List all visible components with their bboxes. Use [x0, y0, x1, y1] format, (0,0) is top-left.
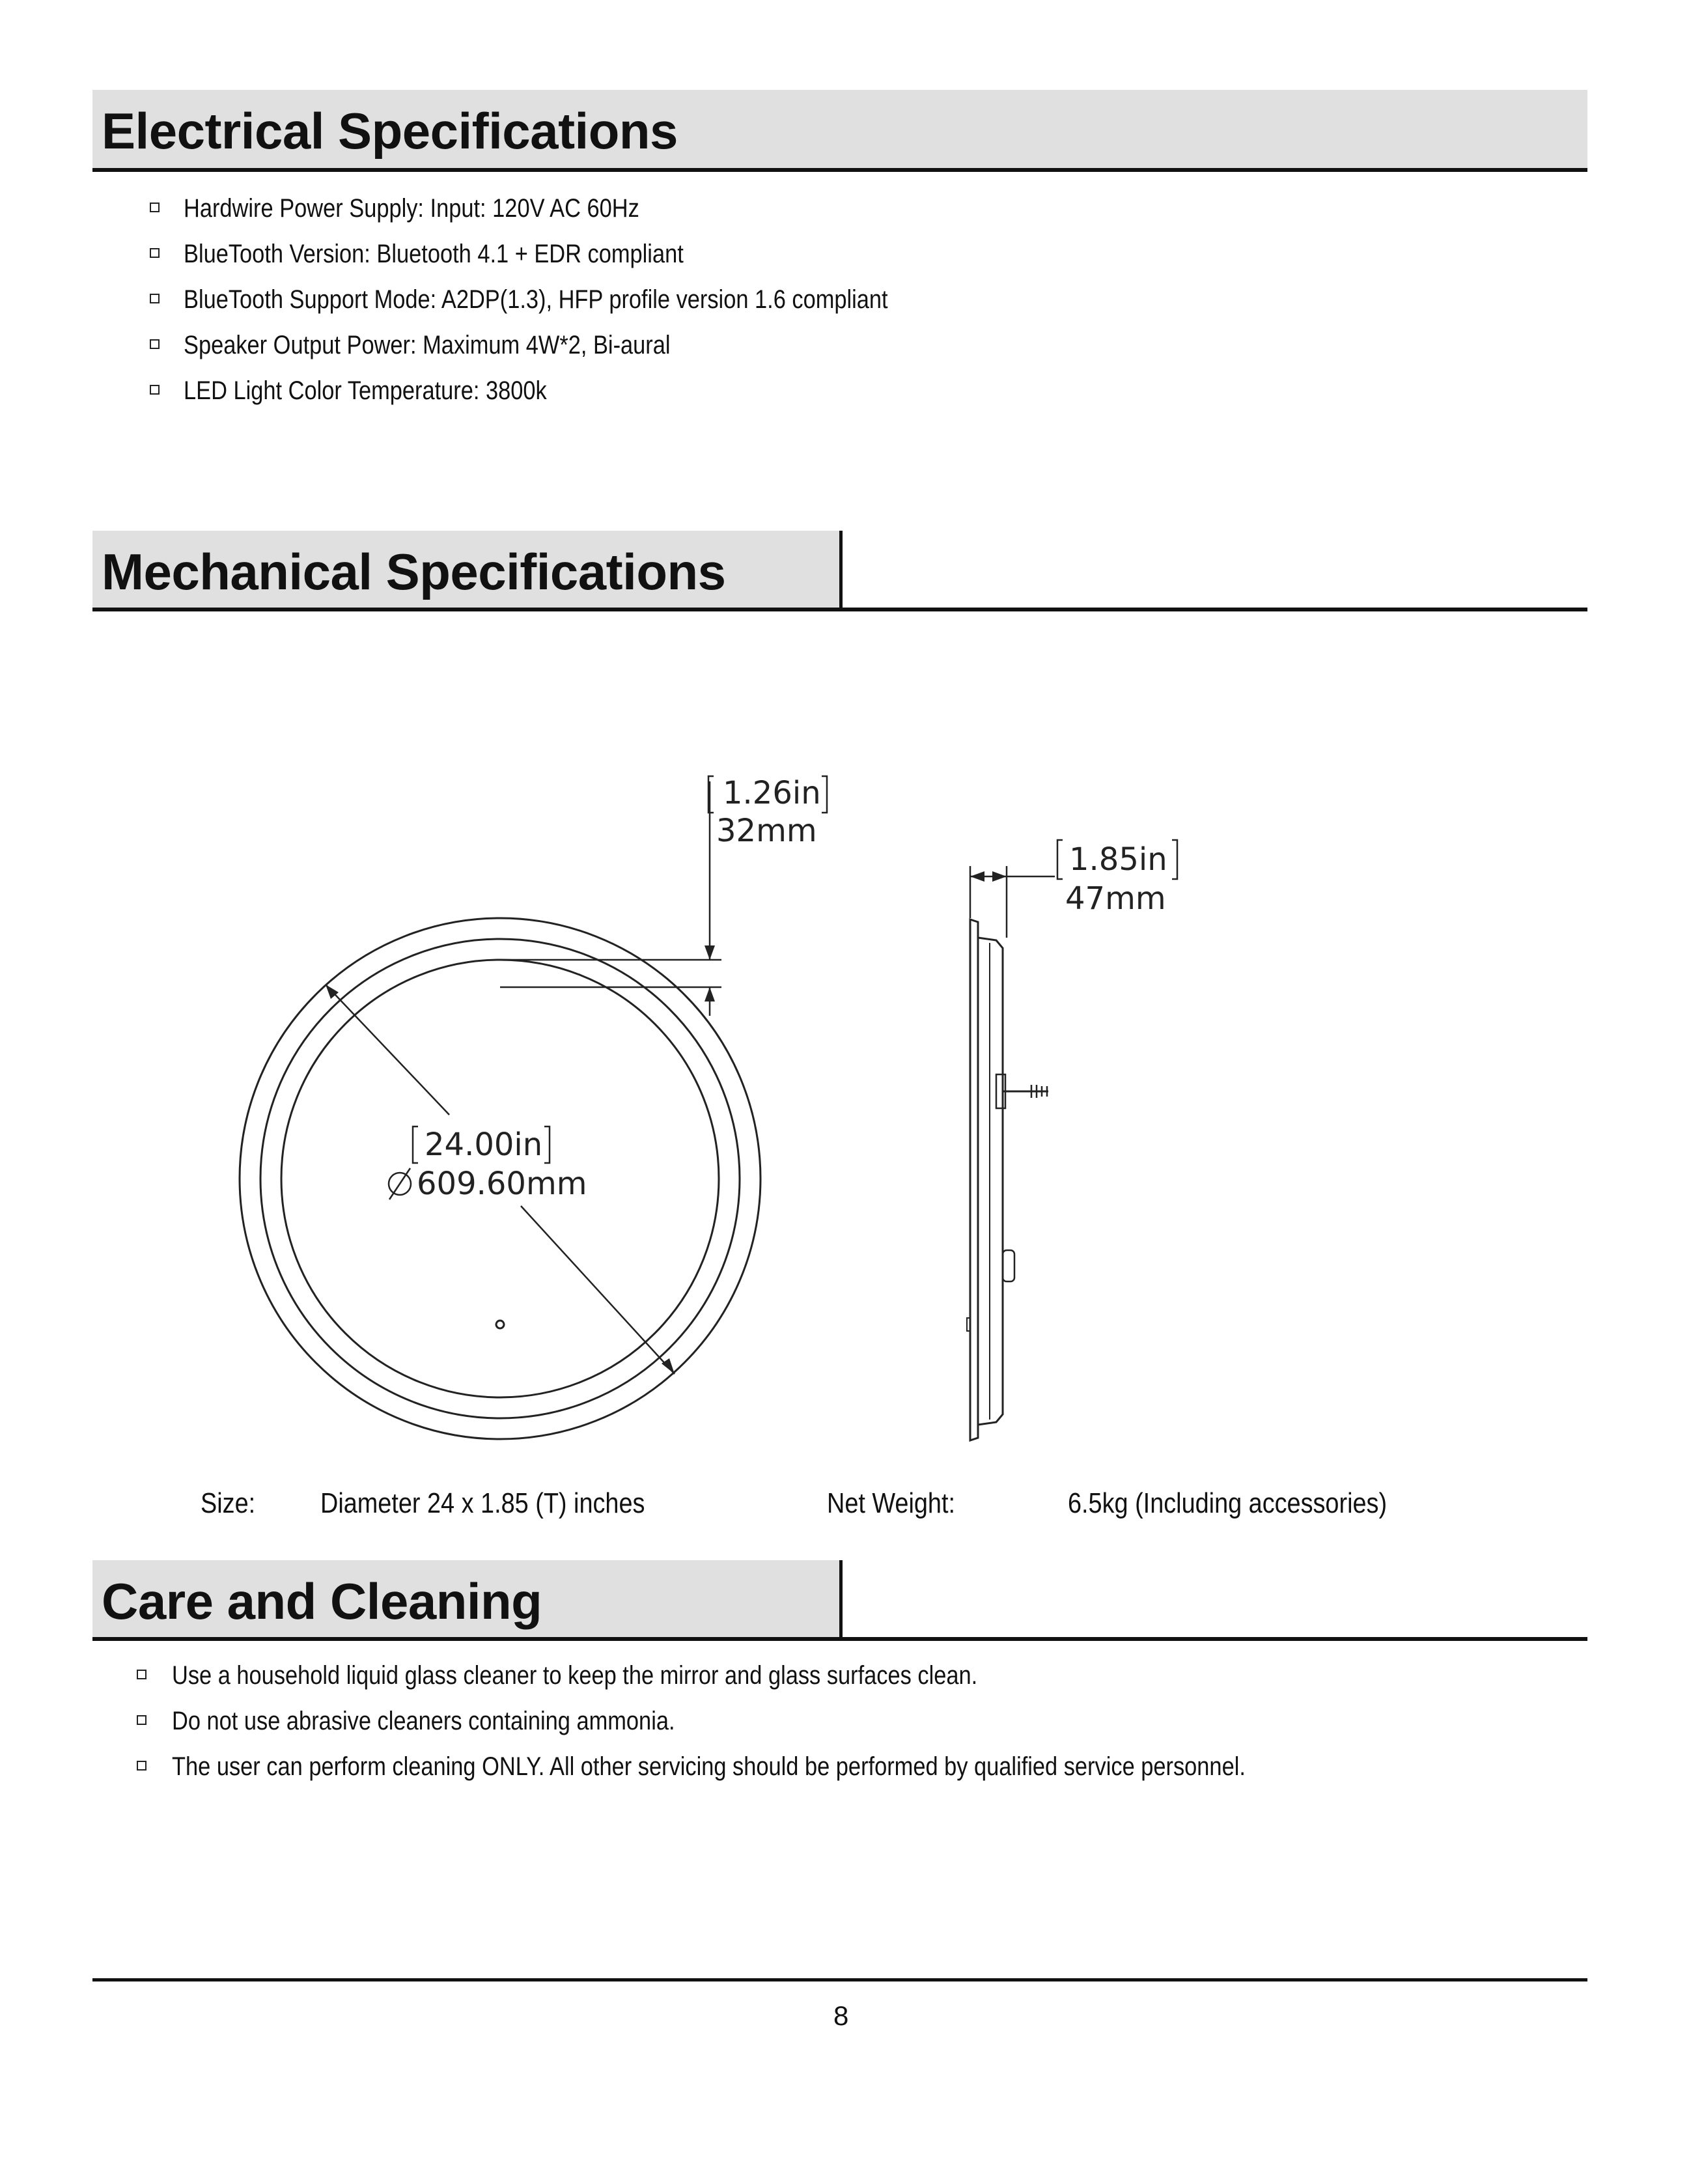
list-item: Speaker Output Power: Maximum 4W*2, Bi-aural	[150, 322, 1003, 368]
thickness-mm-label: 32mm	[716, 813, 817, 849]
care-section-title: Care and Cleaning	[102, 1573, 542, 1630]
touch-sensor-icon	[496, 1321, 504, 1328]
checkbox-bullet-icon	[150, 248, 160, 258]
list-item: Do not use abrasive cleaners containing ammonia.	[137, 1698, 1420, 1744]
net-weight-value: 6.5kg (Including accessories)	[1068, 1487, 1388, 1519]
list-item: LED Light Color Temperature: 3800k	[150, 368, 1003, 413]
care-section-header	[92, 1560, 1587, 1641]
electrical-section-header	[92, 90, 1587, 172]
size-label: Size:	[201, 1487, 256, 1519]
checkbox-bullet-icon	[150, 203, 160, 212]
list-item: BlueTooth Version: Bluetooth 4.1 + EDR compliant	[150, 231, 1003, 277]
mirror-dimension-drawing	[0, 716, 1689, 1524]
checkbox-bullet-icon	[150, 294, 160, 303]
thickness-inches-label: 1.26in	[723, 775, 821, 811]
electrical-section-title: Electrical Specifications	[102, 102, 678, 160]
checkbox-bullet-icon	[150, 339, 160, 349]
mechanical-section-header	[92, 531, 1587, 611]
checkbox-bullet-icon	[137, 1715, 147, 1725]
page-number: 8	[833, 2000, 849, 2031]
checkbox-bullet-icon	[137, 1761, 147, 1771]
list-item: Hardwire Power Supply: Input: 120V AC 60Hz	[150, 186, 1003, 231]
list-item: The user can perform cleaning ONLY. All other servicing should be performed by qualified service personnel.	[137, 1744, 1420, 1789]
depth-inches-label: 1.85in	[1069, 841, 1167, 878]
checkbox-bullet-icon	[137, 1670, 147, 1679]
net-weight-label: Net Weight:	[827, 1487, 956, 1519]
electrical-spec-list	[150, 186, 1003, 413]
list-item: BlueTooth Support Mode: A2DP(1.3), HFP profile version 1.6 compliant	[150, 277, 1003, 322]
size-value: Diameter 24 x 1.85 (T) inches	[320, 1487, 645, 1519]
diameter-inches-label: 24.00in	[425, 1127, 543, 1163]
diameter-mm-label: 609.60mm	[417, 1166, 587, 1202]
care-instruction-list	[137, 1653, 1420, 1789]
footer-divider	[92, 1978, 1587, 1981]
checkbox-bullet-icon	[150, 385, 160, 395]
mechanical-section-title: Mechanical Specifications	[102, 543, 726, 600]
mirror-side-profile	[970, 919, 978, 1440]
depth-mm-label: 47mm	[1065, 880, 1166, 917]
list-item: Use a household liquid glass cleaner to keep the mirror and glass surfaces clean.	[137, 1653, 1420, 1698]
